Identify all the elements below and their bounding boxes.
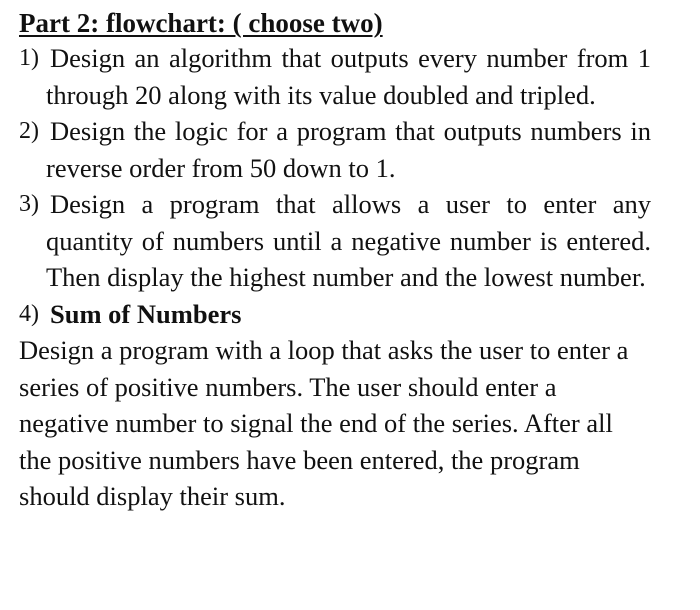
- item-number: 3): [19, 191, 39, 217]
- section-heading: Part 2: flowchart: ( choose two): [19, 8, 383, 38]
- item-title: Sum of Numbers: [50, 298, 242, 329]
- item-text: Design an algorithm that outputs every number from 1 through 20 along with its value doubled and tripled.: [46, 43, 651, 110]
- item-number: 1): [19, 45, 39, 71]
- question-item-1: [19, 40, 651, 113]
- item-text: Design a program that allows a user to enter any quantity of numbers until a negative number is entered. Then display the highest number and the lowest number.: [46, 189, 651, 292]
- item-number: 4): [19, 300, 39, 327]
- item-number: 2): [19, 118, 39, 144]
- document: [19, 6, 651, 515]
- question-item-3: [19, 186, 651, 296]
- question-item-2: [19, 113, 651, 186]
- question-description: Design a program with a loop that asks the user to enter a series of positive numbers. The user should enter a negative number to signal the end of the series. After all the positive numbers have been entered, the program should display their sum.: [19, 335, 629, 511]
- question-item-4: [19, 296, 651, 333]
- item-text: Design the logic for a program that outputs numbers in reverse order from 50 down to 1.: [46, 116, 651, 183]
